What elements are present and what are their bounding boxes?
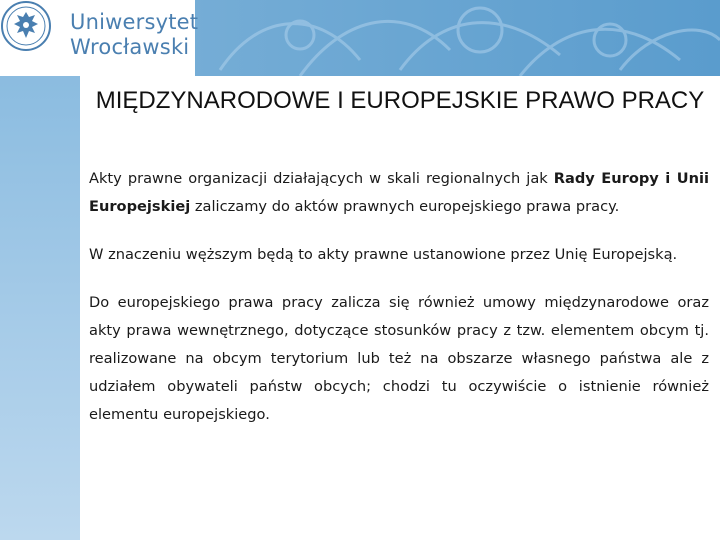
paragraph-1-end: zaliczamy do aktów prawnych europejskiego prawa pracy. <box>190 198 620 215</box>
top-banner <box>0 0 720 76</box>
logo-line-1: Uniwersytet <box>70 10 199 34</box>
logo[interactable] <box>0 0 199 76</box>
side-band <box>0 76 80 540</box>
slide-title: MIĘDZYNARODOWE I EUROPEJSKIE PRAWO PRACY <box>95 87 705 114</box>
paragraph-1-bold: Rady Europy i Unii Europejskiej <box>89 170 709 215</box>
slide-body <box>89 165 709 429</box>
paragraph-1 <box>89 165 709 221</box>
logo-text <box>70 10 198 60</box>
eagle-emblem-icon <box>0 0 52 52</box>
paragraph-3: Do europejskiego prawa pracy zalicza się również umowy międzynarodowe oraz akty prawa wewnętrznego, dotyczące stosunków pracy z tzw. elementem obcym tj. realizowane na obcym terytorium lub też na obszarze własnego państwa ale z udziałem obywateli państw obcych; chodzi tu oczywiście o istnienie również elementu europejskiego. <box>89 294 709 423</box>
paragraph-1-start: Akty prawne organizacji działających w skali regionalnych jak <box>89 170 554 187</box>
paragraph-2: W znaczeniu węższym będą to akty prawne ustanowione przez Unię Europejską. <box>89 246 678 263</box>
logo-line-2: Wrocławski <box>70 35 190 59</box>
